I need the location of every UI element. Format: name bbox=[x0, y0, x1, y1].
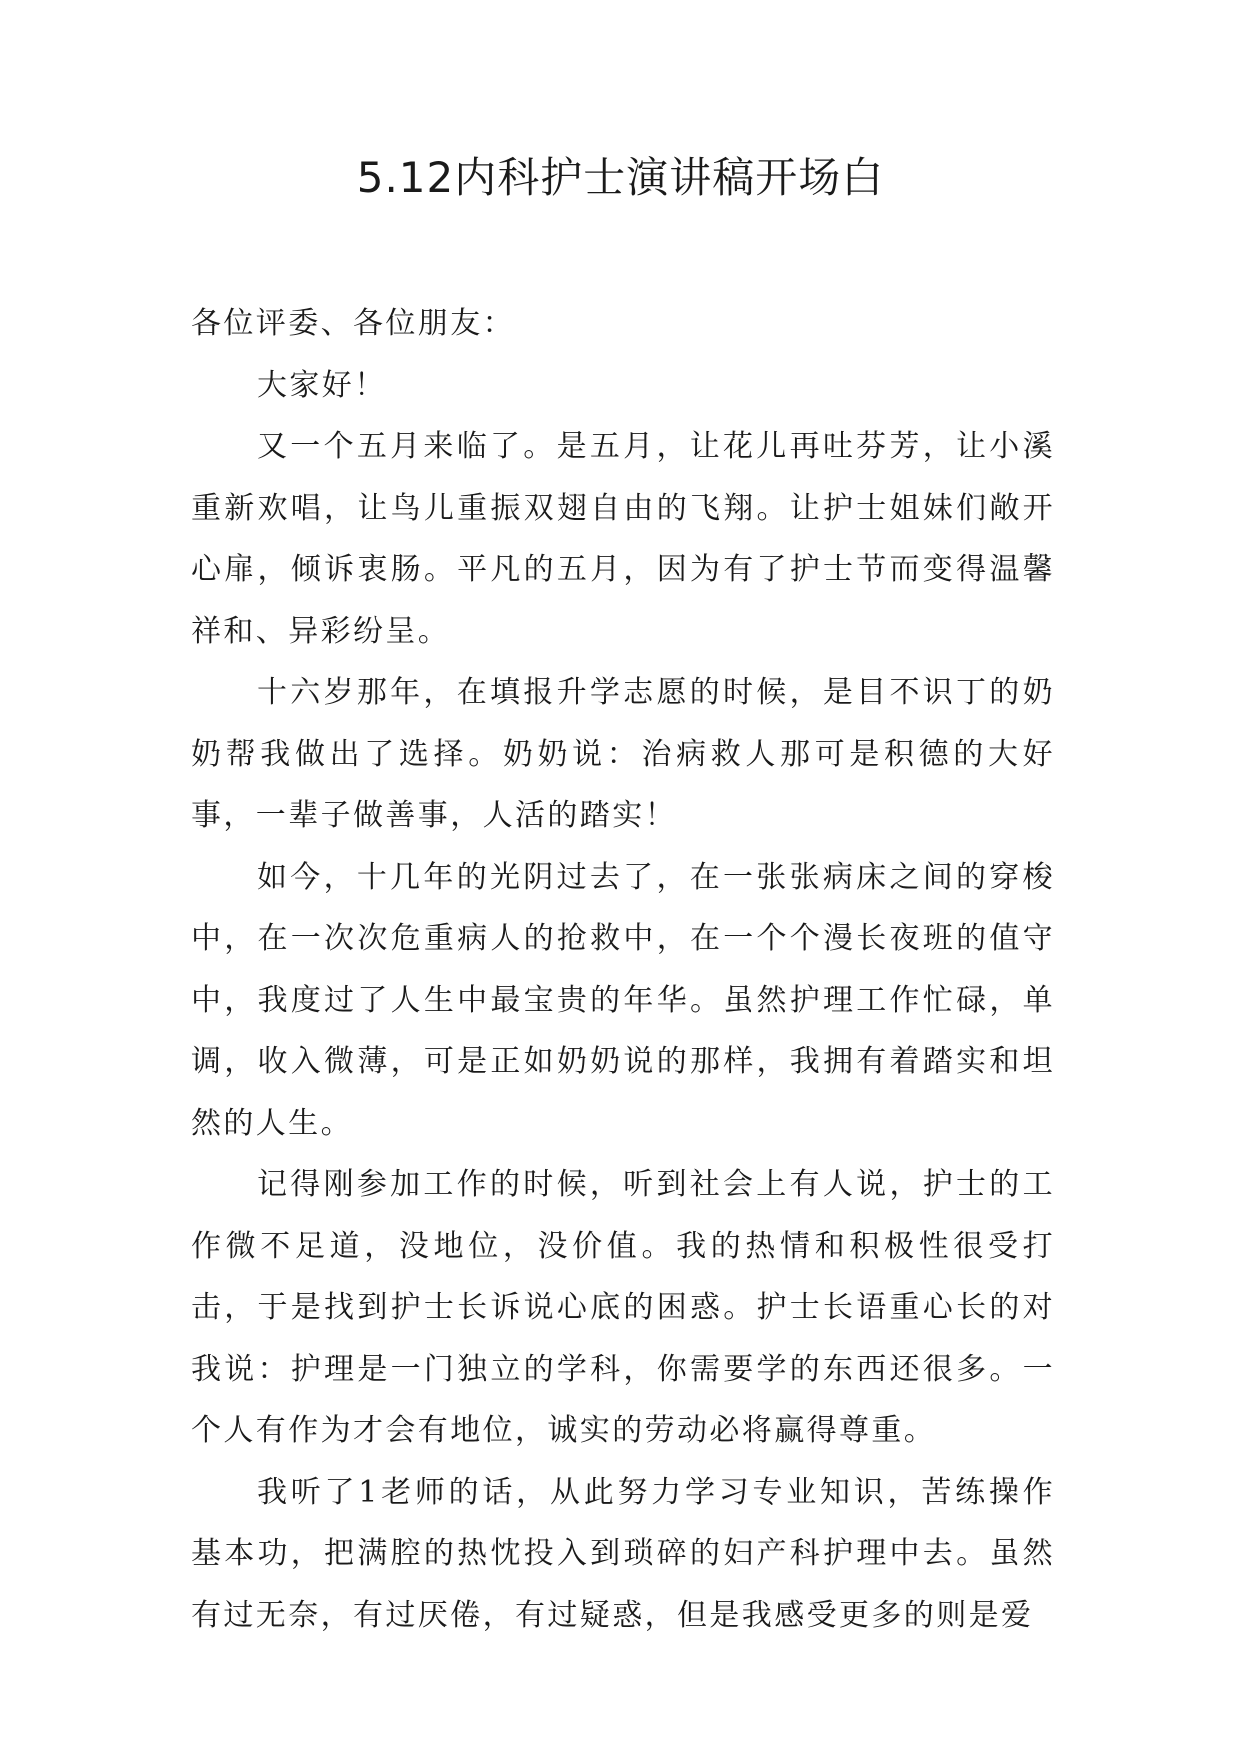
paragraph: 记得刚参加工作的时候，听到社会上有人说，护士的工作微不足道，没地位，没价值。我的热情和积极性很受打击，于是找到护士长诉说心底的困惑。护士长语重心长的对我说：护理是一门独立的学科，你需要学的东西还很多。一个人有作为才会有地位，诚实的劳动必将赢得尊重。 bbox=[191, 1167, 1055, 1448]
paragraph: 我听了1老师的话，从此努力学习专业知识，苦练操作基本功，把满腔的热忱投入到琐碎的妇产科护理中去。虽然有过无奈，有过厌倦，有过疑惑，但是我感受更多的则是爱 bbox=[191, 1474, 1055, 1633]
paragraph: 又一个五月来临了。是五月，让花儿再吐芬芳，让小溪重新欢唱，让鸟儿重振双翅自由的飞翔。让护士姐妹们敞开心扉，倾诉衷肠。平凡的五月，因为有了护士节而变得温馨祥和、异彩纷呈。 bbox=[191, 429, 1055, 649]
document-title: 5.12内科护士演讲稿开场白 bbox=[356, 153, 885, 202]
document-body bbox=[191, 293, 1055, 1646]
salutation: 各位评委、各位朋友： bbox=[191, 306, 515, 341]
paragraph: 十六岁那年，在填报升学志愿的时候，是目不识丁的奶奶帮我做出了选择。奶奶说：治病救人那可是积德的大好事，一辈子做善事，人活的踏实！ bbox=[191, 675, 1055, 833]
paragraph: 如今，十几年的光阴过去了，在一张张病床之间的穿梭中，在一次次危重病人的抢救中，在一个个漫长夜班的值守中，我度过了人生中最宝贵的年华。虽然护理工作忙碌，单调，收入微薄，可是正如奶奶说的那样，我拥有着踏实和坦然的人生。 bbox=[191, 859, 1055, 1141]
paragraph-greeting: 大家好！ bbox=[257, 367, 387, 403]
